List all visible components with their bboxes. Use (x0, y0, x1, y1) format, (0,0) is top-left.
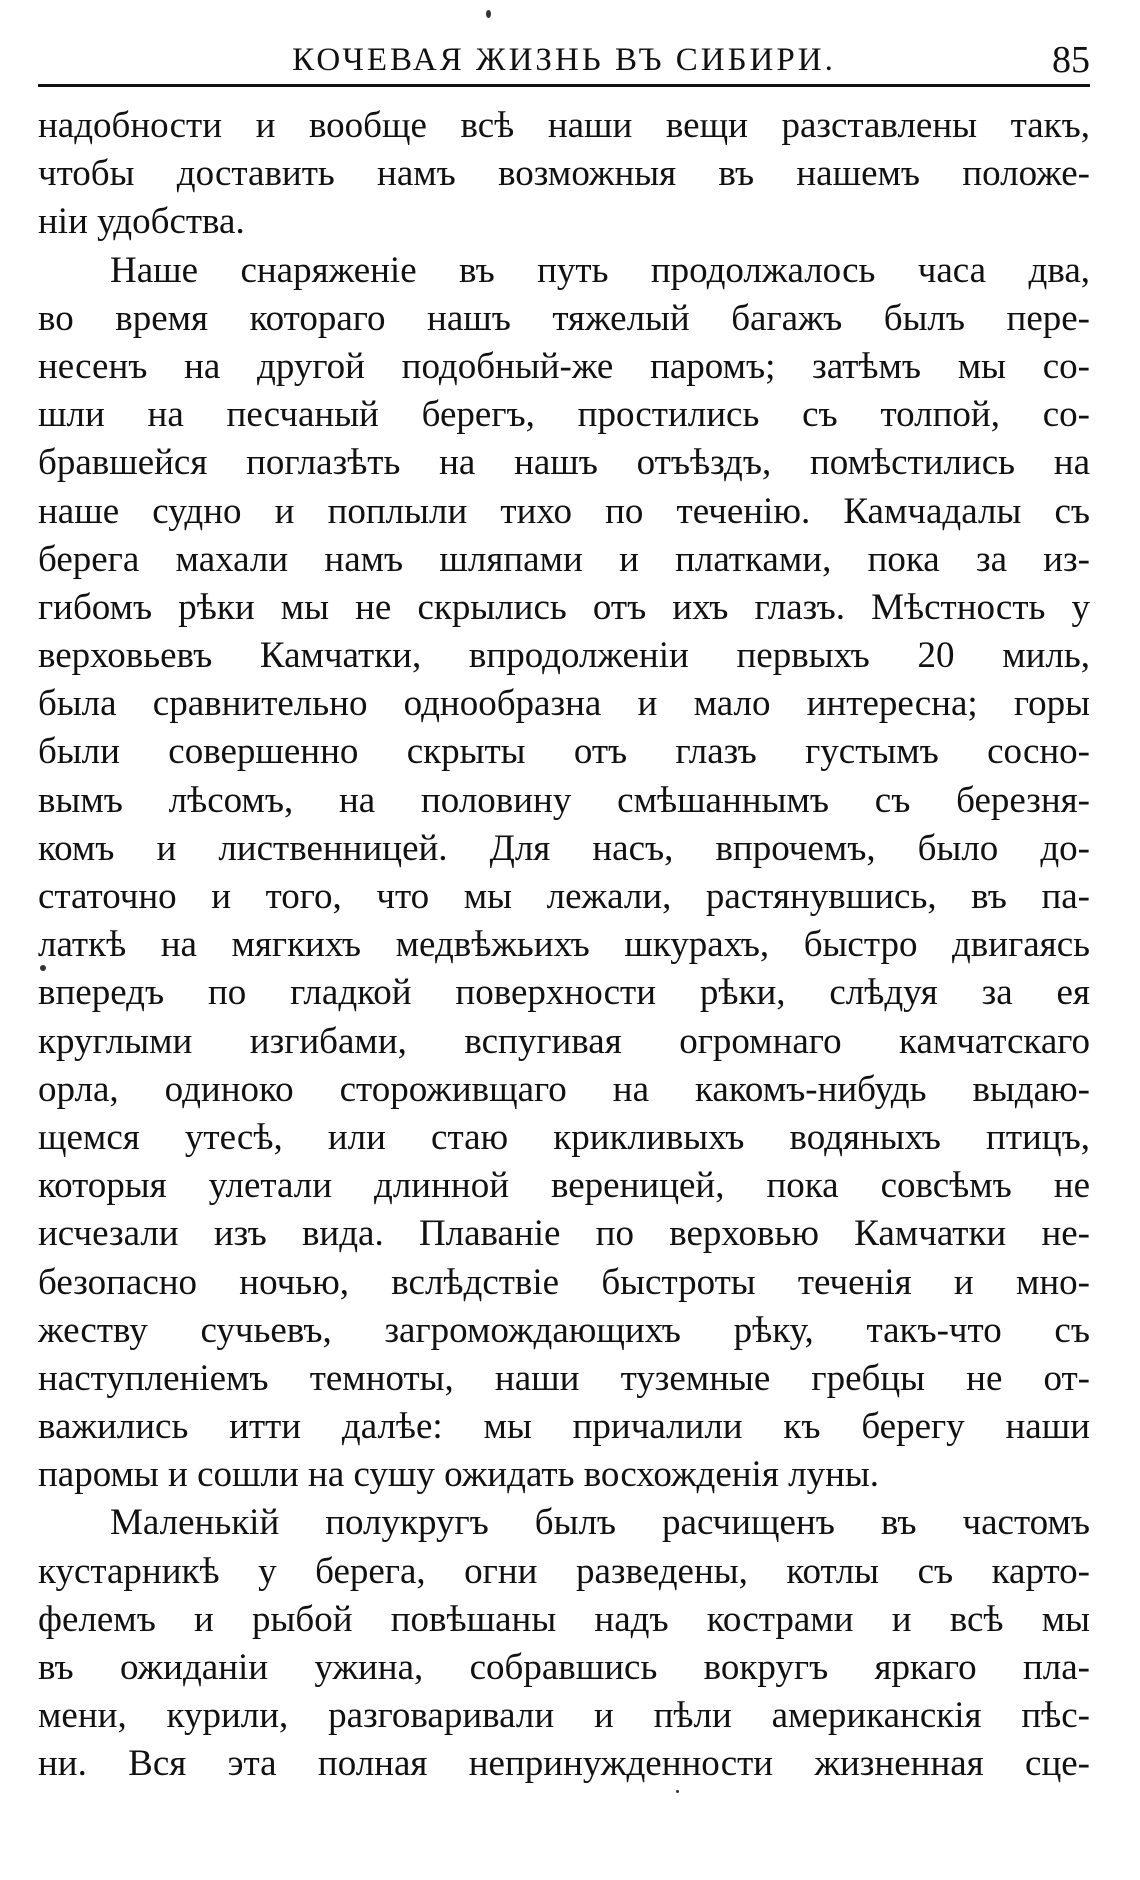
text-line: жеству сучьевъ, загромождающихъ рѣку, такъ-что съ (38, 1309, 1090, 1351)
header-rule (38, 84, 1090, 87)
text-line: щемся утесѣ, или стаю крикливыхъ водяныхъ птицъ, (38, 1116, 1090, 1158)
text-line: надобности и вообще всѣ наши вещи разставлены такъ, (38, 105, 1090, 146)
text-line: статочно и того, что мы лежали, растянувшись, въ па- (38, 876, 1090, 917)
text-line: берега махали намъ шляпами и платками, пока за из- (38, 538, 1090, 580)
text-line: чтобы доставить намъ возможныя въ нашемъ положе- (38, 153, 1090, 195)
text-line: вымъ лѣсомъ, на половину смѣшаннымъ съ березня- (38, 779, 1090, 821)
text-line: впередъ по гладкой поверхности рѣки, слѣдуя за ея (38, 972, 1090, 1014)
running-title: КОЧЕВАЯ ЖИЗНЬ ВЪ СИБИРИ. (292, 42, 836, 78)
text-line: во время котораго нашъ тяжелый багажъ былъ пере- (38, 297, 1090, 339)
text-line: орла, одиноко стороживщаго на какомъ-нибудь выдаю- (38, 1068, 1090, 1110)
text-line: важились итти далѣе: мы причалили къ берегу наши (38, 1406, 1090, 1448)
text-line: ни. Вся эта полная непринужденности жизненная сце- (38, 1743, 1090, 1785)
text-line: фелемъ и рыбой повѣшаны надъ кострами и всѣ мы (38, 1598, 1090, 1640)
text-line: ніи удобства. (38, 201, 245, 243)
ink-speck (40, 965, 46, 971)
text-line: круглыми изгибами, вспугивая огромнаго камчатскаго (38, 1020, 1090, 1062)
text-line: шли на песчаный берегъ, простились съ толпой, со- (38, 394, 1090, 436)
text-line: была сравнительно однообразна и мало интересна; горы (38, 683, 1090, 725)
ink-speck (676, 1790, 679, 1793)
text-line: верховьевъ Камчатки, впродолженіи первыхъ 20 миль, (38, 635, 1090, 677)
page-header (38, 38, 1090, 82)
text-line: наше судно и поплыли тихо по теченію. Камчадалы съ (38, 490, 1090, 532)
text-line: въ ожиданіи ужина, собравшись вокругъ яркаго пла- (38, 1647, 1090, 1688)
text-line: исчезали изъ вида. Плаваніе по верховью Камчатки не- (38, 1213, 1090, 1255)
text-line: наступленіемъ темноты, наши туземные гребцы не от- (38, 1357, 1090, 1399)
text-line: Наше снаряженіе въ путь продолжалось часа два, (110, 249, 1090, 291)
text-line: паромы и сошли на сушу ожидать восхожденія луны. (38, 1454, 879, 1496)
body-text (38, 102, 1090, 1789)
text-line: безопасно ночью, вслѣдствіе быстроты теченія и мно- (38, 1261, 1090, 1303)
text-line: латкѣ на мягкихъ медвѣжьихъ шкурахъ, быстро двигаясь (38, 924, 1090, 966)
text-line: бравшейся поглазѣть на нашъ отъѣздъ, помѣстились на (38, 442, 1090, 484)
text-line: кустарникѣ у берега, огни разведены, котлы съ карто- (38, 1550, 1090, 1592)
text-line: которыя улетали длинной вереницей, пока совсѣмъ не (38, 1165, 1090, 1207)
text-line: гибомъ рѣки мы не скрылись отъ ихъ глазъ. Мѣстность у (38, 586, 1090, 628)
text-line: были совершенно скрыты отъ глазъ густымъ сосно- (38, 731, 1090, 773)
page-number: 85 (1052, 39, 1090, 81)
text-line: Маленькій полукругъ былъ расчищенъ въ частомъ (110, 1502, 1090, 1544)
text-line: комъ и лиственницей. Для насъ, впрочемъ, было до- (38, 827, 1090, 869)
text-line: несенъ на другой подобный-же паромъ; затѣмъ мы со- (38, 345, 1090, 387)
ink-speck (486, 10, 491, 18)
text-line: мени, курили, разговаривали и пѣли американскія пѣс- (38, 1695, 1090, 1737)
